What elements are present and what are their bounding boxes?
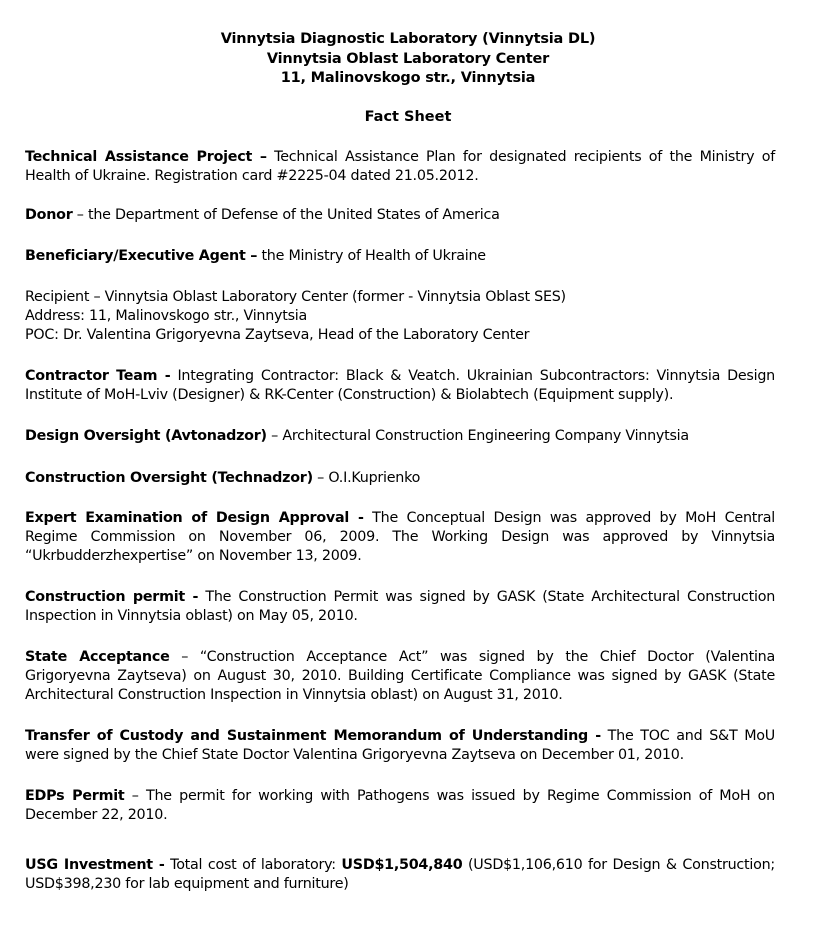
- section-text: The TOC and S&T MoU were signed by the Chief State Doctor Valentina Grigoryevna Zaytseva on December 01, 2010.: [25, 728, 775, 764]
- section-text: – “Construction Acceptance Act” was signed by the Chief Doctor (Valentina Grigoryevna Zaytseva) on August 30, 2010. Building Certificate Compliance was signed by GASK (State Architectural Construction Inspection in Vinnytsia oblast) on August 31, 2010.: [25, 649, 775, 704]
- section-technical-assistance: [25, 148, 775, 186]
- section-label: Construction permit -: [25, 589, 199, 605]
- section-label: Construction Oversight (Technadzor): [25, 470, 313, 486]
- section-text: The Construction Permit was signed by GASK (State Architectural Construction Inspection in Vinnytsia oblast) on May 05, 2010.: [25, 589, 775, 625]
- page-title: Fact Sheet: [364, 109, 452, 125]
- section-text: – the Department of Defense of the United States of America: [72, 207, 500, 223]
- section-transfer-of-custody: [25, 727, 775, 765]
- section-text: Integrating Contractor: Black & Veatch. Ukrainian Subcontractors: Vinnytsia Design Institute of MoH-Lviv (Designer) & RK-Center (Construction) & Biolabtech (Equipment supply).: [25, 368, 775, 404]
- section-text: – O.I.Kuprienko: [312, 470, 421, 486]
- header-address: 11, Malinovskogo str., Vinnytsia: [280, 70, 536, 86]
- section-label: Donor: [25, 207, 73, 223]
- section-design-oversight: [25, 427, 775, 446]
- section-donor: [25, 206, 775, 225]
- total-cost: USD$1,504,840: [341, 857, 463, 873]
- document-header: [0, 30, 816, 89]
- section-beneficiary: [25, 247, 775, 266]
- section-label: Transfer of Custody and Sustainment Memorandum of Understanding -: [25, 728, 601, 744]
- section-label: Expert Examination of Design Approval -: [25, 510, 364, 526]
- header-lab-name: Vinnytsia Diagnostic Laboratory (Vinnytsia DL): [220, 31, 596, 47]
- section-text: – The permit for working with Pathogens was issued by Regime Commission of MoH on December 22, 2010.: [25, 788, 775, 824]
- section-text: (USD$1,106,610 for Design & Construction; USD$398,230 for lab equipment and furniture): [25, 857, 776, 893]
- section-label: Contractor Team -: [25, 368, 171, 384]
- section-edps-permit: [25, 787, 775, 825]
- section-construction-permit: [25, 588, 775, 626]
- address-line: Address: 11, Malinovskogo str., Vinnytsia: [25, 308, 308, 325]
- section-label: State Acceptance: [25, 649, 170, 665]
- section-usg-investment: [25, 856, 775, 894]
- section-text: Total cost of laboratory:: [164, 857, 342, 873]
- section-text: The Conceptual Design was approved by MoH Central Regime Commission on November 06, 2009. The Working Design was approved by Vinnytsia “Ukrbudderzhexpertise” on November 13, 2009.: [25, 510, 775, 565]
- section-text: Technical Assistance Plan for designated recipients of the Ministry of Health of Ukraine. Registration card #2225-04 dated 21.05.2012.: [25, 149, 775, 185]
- section-text: – Architectural Construction Engineering Company Vinnytsia: [266, 428, 689, 444]
- section-label: Design Oversight (Avtonadzor): [25, 428, 267, 444]
- section-contractor-team: [25, 367, 775, 405]
- section-recipient: [25, 288, 775, 346]
- recipient-line: Recipient – Vinnytsia Oblast Laboratory Center (former - Vinnytsia Oblast SES): [25, 289, 566, 305]
- poc-line: POC: Dr. Valentina Grigoryevna Zaytseva, Head of the Laboratory Center: [25, 327, 530, 344]
- header-center-name: Vinnytsia Oblast Laboratory Center: [266, 50, 550, 67]
- section-state-acceptance: [25, 648, 775, 706]
- section-text: the Ministry of Health of Ukraine: [257, 248, 486, 264]
- section-label: Beneficiary/Executive Agent –: [25, 248, 258, 264]
- section-construction-oversight: [25, 469, 775, 488]
- section-label: Technical Assistance Project –: [25, 149, 267, 165]
- section-label: USG Investment -: [25, 857, 165, 873]
- section-expert-examination: [25, 509, 775, 567]
- section-label: EDPs Permit: [25, 788, 125, 804]
